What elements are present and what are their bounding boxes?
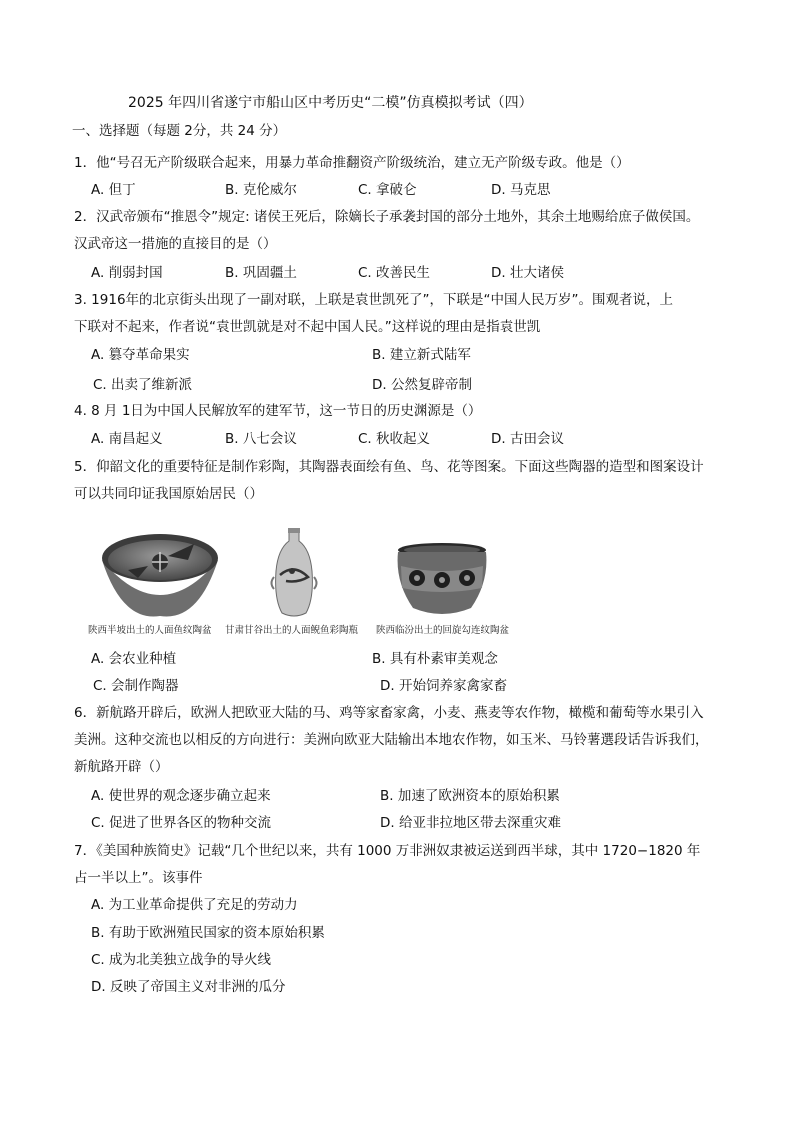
caption-fish-face-basin: 陕西半坡出土的人面鱼纹陶盆	[88, 625, 212, 636]
q5-option-b[interactable]: B. 具有朴素审美观念	[372, 651, 498, 667]
q4-option-d[interactable]: D. 古田会议	[491, 431, 564, 447]
q1-option-c[interactable]: C. 拿破仑	[358, 182, 417, 198]
q2-option-b[interactable]: B. 巩固疆土	[225, 265, 297, 281]
caption-spiral-basin: 陕西临汾出土的回旋勾连纹陶盆	[376, 625, 510, 636]
q2-option-a[interactable]: A. 削弱封国	[91, 265, 163, 281]
q6-option-c[interactable]: C. 促进了世界各区的物种交流	[91, 815, 272, 831]
question-5-text-cont: 可以共同印证我国原始居民（）	[74, 486, 263, 502]
question-1-text: 1．他“号召无产阶级联合起来，用暴力革命推翻资产阶级统治，建立无产阶级专政。他是（）	[74, 155, 630, 171]
spiral-pattern-basin-image	[393, 542, 491, 618]
q3-option-b[interactable]: B. 建立新式陆军	[372, 347, 471, 363]
salamander-bottle-image	[268, 527, 320, 619]
q3-option-d[interactable]: D. 公然复辟帝制	[372, 377, 472, 393]
q5-option-a[interactable]: A. 会农业种植	[91, 651, 177, 667]
question-3-text: 3. 1916年的北京街头出现了一副对联，上联是袁世凯死了”，下联是“中国人民万岁”。围观者说，上	[74, 292, 674, 308]
fish-face-basin-image	[98, 530, 222, 618]
q6-option-d[interactable]: D. 给亚非拉地区带去深重灾难	[380, 815, 561, 831]
q3-option-c[interactable]: C. 出卖了维新派	[93, 377, 193, 393]
question-6-text: 6．新航路开辟后，欧洲人把欧亚大陆的马、鸡等家畜家禽，小麦、燕麦等农作物，橄榄和葡萄等水果引入	[74, 705, 704, 721]
question-7-text-cont: 占一半以上”。该事件	[74, 870, 203, 886]
q5-option-c[interactable]: C. 会制作陶器	[93, 678, 179, 694]
caption-salamander-bottle: 甘肃甘谷出土的人面鲵鱼彩陶瓶	[225, 625, 359, 636]
question-2-text-cont: 汉武帝这一措施的直接目的是（）	[74, 236, 277, 252]
question-2-text: 2．汉武帝颁布“推恩令”规定: 诸侯王死后，除嫡长子承袭封国的部分土地外，其余土地赐给庶子做侯国。	[74, 209, 700, 225]
q6-option-b[interactable]: B. 加速了欧洲资本的原始积累	[380, 788, 560, 804]
question-4-text: 4. 8 月 1日为中国人民解放军的建军节，这一节日的历史渊源是（）	[74, 403, 482, 419]
q1-option-b[interactable]: B. 克伦威尔	[225, 182, 297, 198]
q2-option-c[interactable]: C. 改善民生	[358, 265, 431, 281]
exam-title: 2025 年四川省遂宁市船山区中考历史“二模”仿真模拟考试（四）	[128, 95, 533, 111]
q7-option-c[interactable]: C. 成为北美独立战争的导火线	[91, 952, 272, 968]
q5-option-d[interactable]: D. 开始饲养家禽家畜	[380, 678, 507, 694]
question-6-text-cont2: 新航路开辟（）	[74, 759, 169, 775]
q4-option-b[interactable]: B. 八七会议	[225, 431, 297, 447]
question-3-text-cont: 下联对不起来，作者说“袁世凯就是对不起中国人民。”这样说的理由是指袁世凯	[74, 319, 541, 335]
q6-option-a[interactable]: A. 使世界的观念逐步确立起来	[91, 788, 271, 804]
question-7-text: 7．《美国种族简史》记载“几个世纪以来，共有 1000 万非洲奴隶被运送到西半球，其中 1720−1820 年	[74, 843, 701, 859]
question-5-text: 5．仰韶文化的重要特征是制作彩陶，其陶器表面绘有鱼、鸟、花等图案。下面这些陶器的造型和图案设计	[74, 459, 704, 475]
q1-option-d[interactable]: D. 马克思	[491, 182, 551, 198]
q7-option-a[interactable]: A. 为工业革命提供了充足的劳动力	[91, 897, 298, 913]
q3-option-a[interactable]: A. 篡夺革命果实	[91, 347, 190, 363]
q2-option-d[interactable]: D. 壮大诸侯	[491, 265, 564, 281]
q4-option-a[interactable]: A. 南昌起义	[91, 431, 163, 447]
q7-option-b[interactable]: B. 有助于欧洲殖民国家的资本原始积累	[91, 925, 325, 941]
section-heading: 一、选择题（每题 2分，共 24 分）	[72, 123, 287, 139]
question-6-text-cont: 美洲。这种交流也以相反的方向进行：美洲向欧亚大陆输出本地农作物，如玉米、马铃薯選段话告诉我们，	[74, 732, 709, 748]
q7-option-d[interactable]: D. 反映了帝国主义对非洲的瓜分	[91, 979, 286, 995]
q4-option-c[interactable]: C. 秋收起义	[358, 431, 431, 447]
q1-option-a[interactable]: A. 但丁	[91, 182, 136, 198]
